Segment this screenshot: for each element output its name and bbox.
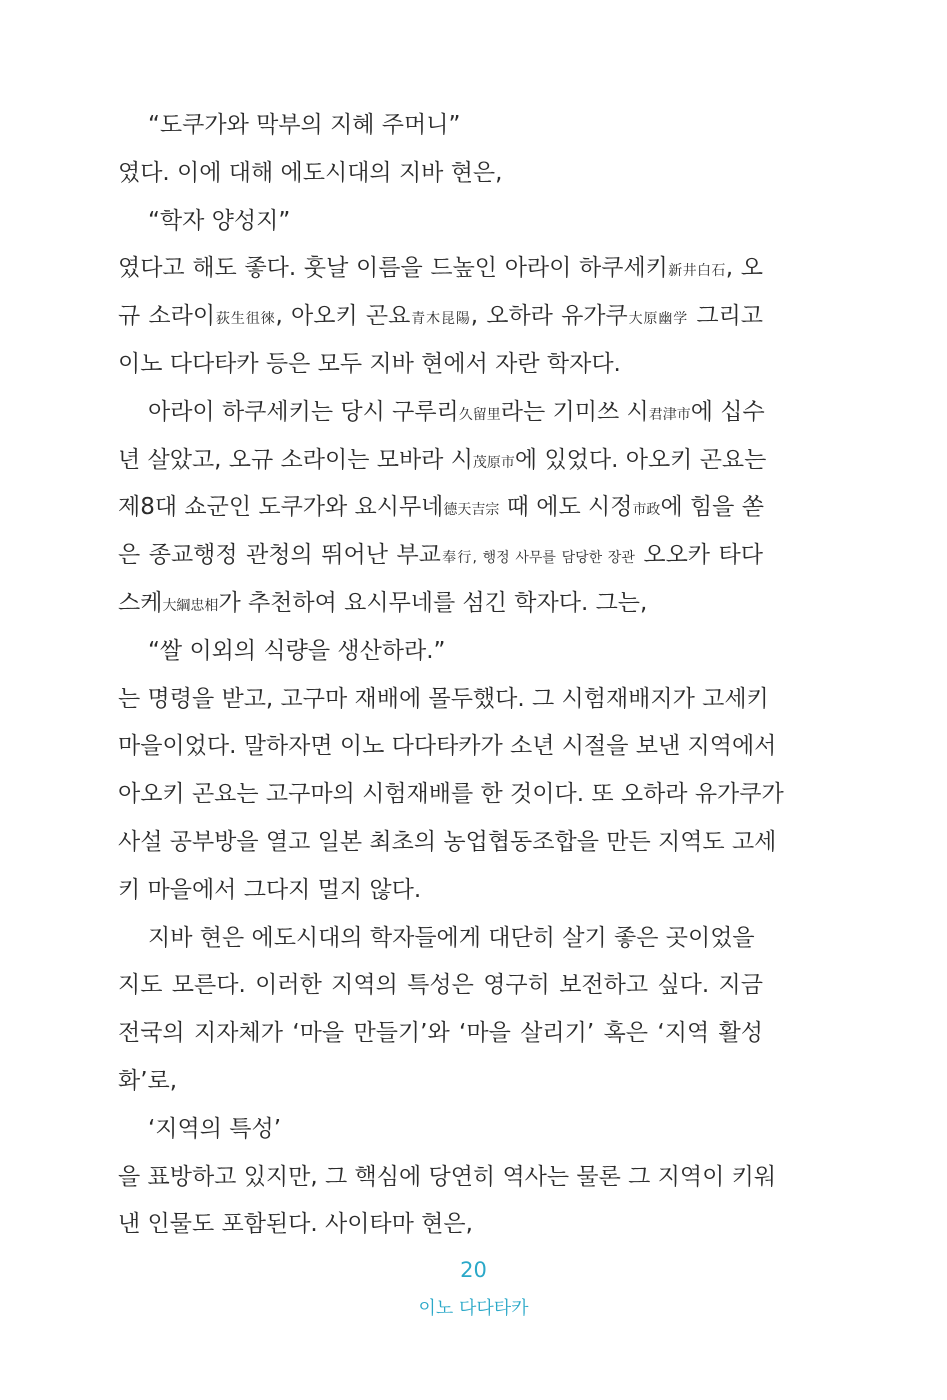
text-segment: 스케 [118,589,163,616]
text-line [118,676,769,724]
text-segment: 아라이 하쿠세키는 당시 구루리 [148,398,459,425]
hanja-annotation: 大原幽学 [627,311,689,328]
text-segment: 아오키 곤요는 고구마의 시험재배를 한 것이다. 또 오하라 유가쿠가 [118,781,784,808]
text-segment: 라는 기미쓰 시 [500,398,649,425]
text-segment: 년 살았고, 오규 소라이는 모바라 시 [118,446,473,473]
running-title: 이노 다다타카 [418,1298,529,1319]
text-line [118,819,777,867]
text-line [118,1058,763,1106]
text-line [118,198,763,246]
text-segment: ‘지역의 특성’ [148,1115,282,1142]
text-segment: “도쿠가와 막부의 지혜 주머니” [148,112,461,138]
text-segment: 오오카 타다 [634,542,763,569]
text-segment: , 오 [725,255,763,282]
text-segment: 지도 모른다. 이러한 지역의 특성은 영구히 보전하고 싶다. 지금 [118,972,763,999]
text-segment: 낸 인물도 포함된다. 사이타마 현은, [118,1211,473,1238]
text-segment: 였다. 이에 대해 에도시대의 지바 현은, [118,159,503,186]
text-line [118,962,763,1010]
text-segment: 이노 다다타카 등은 모두 지바 현에서 자란 학자다. [118,350,621,377]
hanja-annotation: 奉行, 행정 사무를 담당한 장관 [440,550,635,567]
text-segment: , 오하라 유가쿠 [470,303,628,330]
text-line [118,1154,777,1202]
text-segment: 에 있었다. 아오키 곤요는 [514,446,767,473]
hanja-annotation: 新井白石 [667,263,726,280]
text-line [118,389,763,437]
text-segment: 전국의 지자체가 ‘마을 만들기’와 ‘마을 살리기’ 혹은 ‘지역 활성 [118,1020,763,1047]
text-segment: 은 종교행정 관청의 뛰어난 부교 [118,542,441,569]
hanja-annotation: 市政 [632,502,661,519]
text-segment: 키 마을에서 그다지 멀지 않다. [118,876,422,903]
text-line [118,437,767,485]
text-line [118,1201,763,1249]
text-segment: 규 소라이 [118,303,216,330]
text-segment: 제8대 쇼군인 도쿠가와 요시무네 [118,494,444,521]
text-line [118,341,763,389]
text-segment: 을 표방하고 있지만, 그 핵심에 당연히 역사는 물론 그 지역이 키워 [118,1163,777,1190]
text-line [118,293,763,341]
text-segment: 사설 공부방을 열고 일본 최초의 농업협동조합을 만든 지역도 고세 [118,828,777,855]
text-line [118,915,763,963]
text-line [118,723,777,771]
hanja-annotation: 荻生徂徠 [215,311,276,328]
hanja-annotation: 久留里 [458,406,501,423]
text-segment: 지바 현은 에도시대의 학자들에게 대단히 살기 좋은 곳이었을 [148,924,755,951]
text-segment: 마을이었다. 말하자면 이노 다다타카가 소년 시절을 보낸 지역에서 [118,733,777,760]
text-segment: “쌀 이외의 식량을 생산하라.” [148,637,446,664]
text-segment: “학자 양성지” [148,207,291,234]
text-segment: 는 명령을 받고, 고구마 재배에 몰두했다. 그 시험재배지가 고세키 [118,685,769,712]
text-segment: 에 힘을 쏟 [660,494,764,521]
text-line [118,484,763,532]
text-line [118,1106,763,1154]
text-line [118,628,763,676]
body-text [118,102,784,1249]
text-segment: 때 에도 시정 [499,494,633,521]
text-segment: 가 추천하여 요시무네를 섬긴 학자다. 그는, [218,589,648,616]
text-segment: 화’로, [118,1067,178,1094]
text-segment: , 아오키 곤요 [275,303,411,330]
text-segment: 에 십수 [690,398,765,425]
text-line [118,102,763,150]
text-line [118,245,763,293]
hanja-annotation: 茂原市 [472,454,515,471]
hanja-annotation: 大綱忠相 [162,597,219,614]
text-line [118,532,763,580]
text-line [118,580,763,628]
text-line [118,150,763,198]
text-segment: 그리고 [688,303,764,330]
page-number: 20 [460,1258,487,1282]
hanja-annotation: 青木昆陽 [410,311,471,328]
hanja-annotation: 德天吉宗 [443,502,500,519]
hanja-annotation: 君津市 [648,406,691,423]
text-line [118,867,763,915]
text-line [118,1010,763,1058]
text-line [118,771,784,819]
text-segment: 였다고 해도 좋다. 훗날 이름을 드높인 아라이 하쿠세키 [118,255,668,282]
